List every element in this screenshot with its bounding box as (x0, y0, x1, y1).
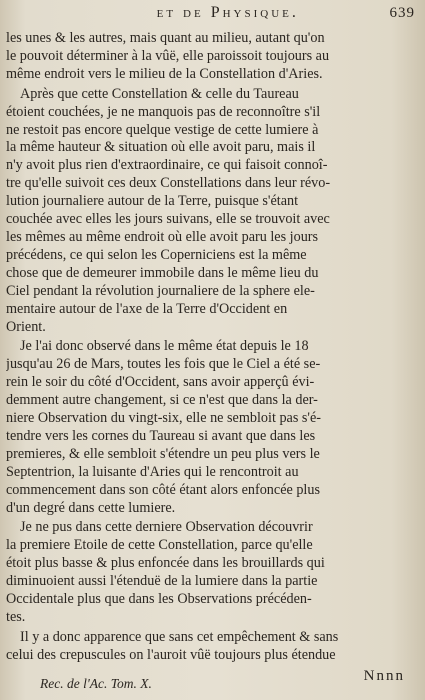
text-line: Occidentale plus que dans les Observations précéden- (6, 591, 312, 608)
text-line: diminuoient aussi l'étenduë de la lumiere dans la partie (6, 573, 318, 590)
text-line: jusqu'au 26 de Mars, toutes les fois que le Ciel a été se- (6, 356, 321, 373)
text-line: Je l'ai donc observé dans le même état depuis le 18 (20, 338, 309, 355)
text-line: tre qu'elle suivoit ces deux Constellations dans leur révo- (6, 175, 331, 192)
body-text (6, 30, 424, 667)
page-number: 639 (389, 5, 415, 21)
text-line: tes. (6, 609, 26, 625)
text-line: niere Observation du vingt-six, elle ne sembloit pas s'é- (6, 410, 321, 427)
text-line: Je ne pus dans cette derniere Observation découvrir (20, 519, 313, 536)
text-line: Après que cette Constellation & celle du Taureau (20, 85, 299, 102)
text-line: premieres, & elle sembloit s'étendre un peu plus vers le (6, 445, 320, 462)
text-line: Orient. (6, 318, 46, 335)
page-footer (0, 668, 425, 698)
text-line: étoient couchées, je ne manquois pas de reconnoître s'il (6, 103, 321, 120)
text-line: la même hauteur & situation où elle avoit paru, mais il (6, 139, 316, 156)
text-line: Ciel pendant la révolution journaliere de la sphere ele- (6, 282, 315, 299)
text-line: tendre vers les cornes du Taureau si avant que dans les (6, 427, 316, 444)
paragraph-4 (6, 519, 424, 626)
paragraph-1 (6, 30, 424, 84)
catchword: Nnnn (363, 668, 405, 684)
page-header (66, 4, 415, 26)
paragraph-3 (6, 338, 424, 517)
text-line: couchée avec elles les jours suivans, elle se trouvoit avec (6, 211, 330, 228)
text-line: mentaire autour de l'axe de la Terre d'Occident en (6, 300, 288, 317)
text-line: commencement dans son côté étant alors enfoncée plus (6, 481, 320, 498)
text-line: ne restoit pas encore quelque vestige de cette lumiere à (6, 121, 319, 138)
paragraph-2 (6, 86, 424, 337)
text-line: la premiere Etoile de cette Constellation, parce qu'elle (6, 537, 313, 554)
text-line: Septentrion, la luisante d'Aries qui le rencontroit au (6, 463, 299, 480)
text-line: les mêmes au même endroit où elle avoit paru les jours (6, 228, 319, 245)
text-line: lution journaliere autour de la Terre, puisque s'étant (6, 193, 299, 210)
running-title: et de Physique. (156, 4, 299, 21)
paragraph-5 (6, 629, 424, 665)
signature-mark: Rec. de l'Ac. Tom. X. (40, 676, 152, 691)
text-line: étoit plus basse & plus enfoncée dans les brouillards qui (6, 555, 325, 572)
text-line: n'y avoit plus rien d'extraordinaire, ce qui faisoit connoî- (6, 157, 328, 174)
text-line: celui des crepuscules on l'auroit vûë toujours plus étendue (6, 646, 336, 663)
text-line: même endroit vers le milieu de la Constellation d'Aries. (6, 65, 323, 82)
text-line: le pouvoit déterminer à la vûë, elle paroissoit toujours au (6, 47, 330, 64)
text-line: les unes & les autres, mais quant au milieu, autant qu'on (6, 30, 325, 46)
text-line: Il y a donc apparence que sans cet empêchement & sans (20, 628, 339, 645)
text-line: d'un degré dans cette lumiere. (6, 499, 176, 516)
text-line: précédens, ce qui selon les Coperniciens est la même (6, 246, 307, 263)
text-line: rein le soir du côté d'Occident, sans avoir apperçû évi- (6, 374, 315, 391)
text-line: demment autre changement, si ce n'est que dans la der- (6, 392, 318, 409)
text-line: chose que de demeurer immobile dans le même lieu du (6, 264, 319, 281)
